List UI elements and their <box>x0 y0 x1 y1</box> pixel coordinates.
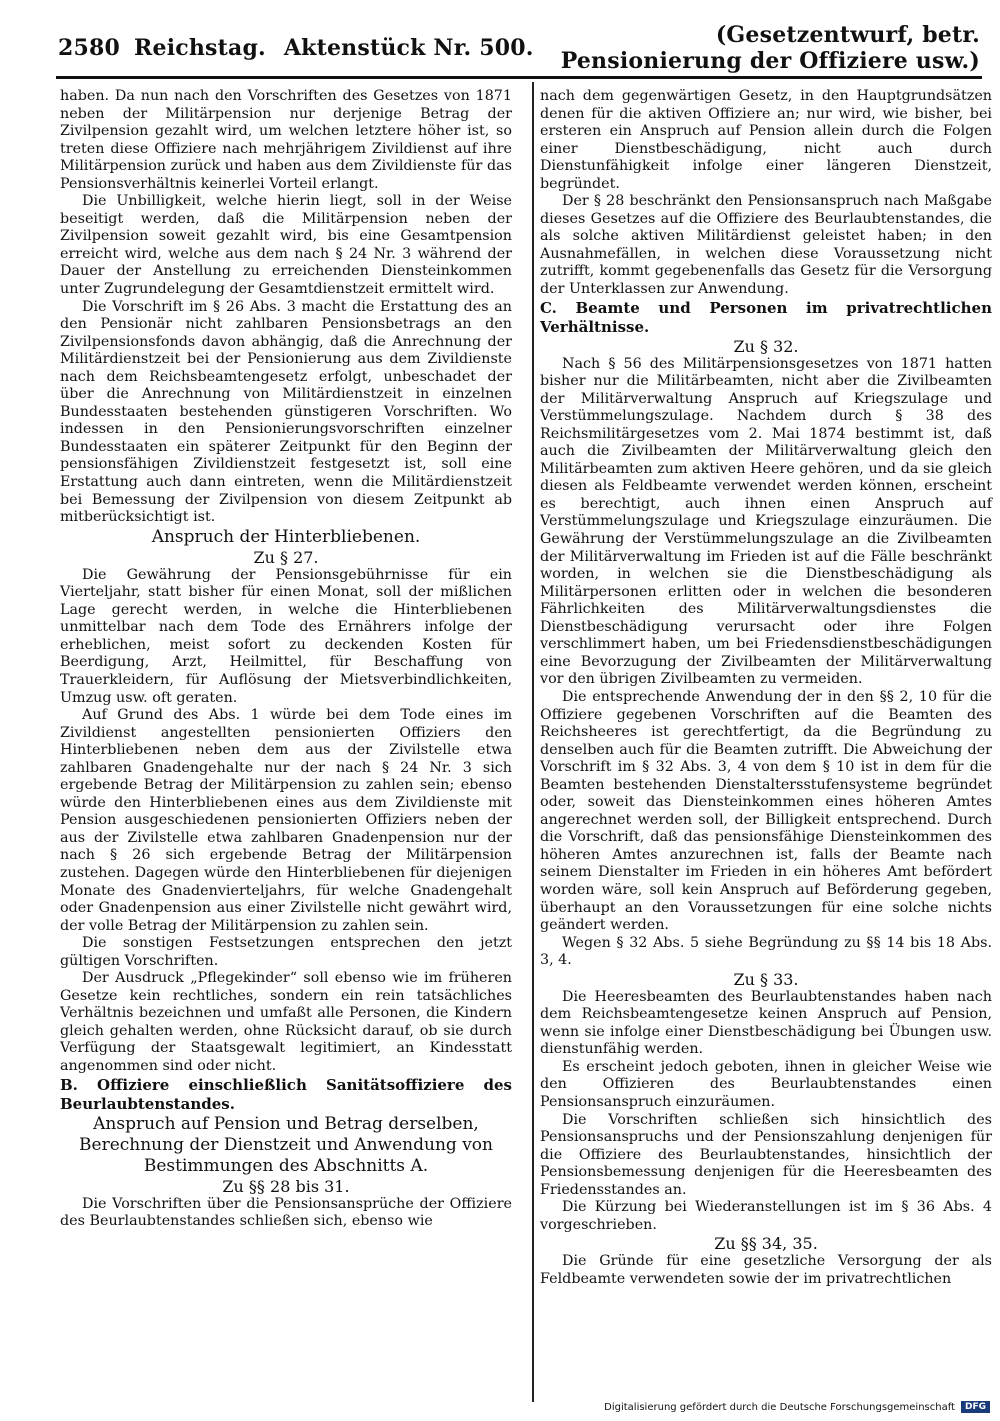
header-description: (Gesetzentwurf, betr. Pensionierung der Offiziere usw.) <box>560 22 980 74</box>
paragraph: Die Kürzung bei Wiederanstellungen ist im § 36 Abs. 4 vorgeschrieben. <box>540 1199 992 1233</box>
section-reference: Zu § 27. <box>253 547 319 567</box>
paragraph: Die Gründe für eine gesetzliche Versorgung der als Feldbeamte verwendeten sowie der im privatrechtlichen <box>540 1253 992 1287</box>
paragraph: Die Vorschriften über die Pensionsansprüche der Offiziere des Beurlaubtenstandes schließen sich, ebenso wie <box>60 1195 512 1230</box>
section-reference: Zu § 32. <box>733 336 799 356</box>
header-document-number: Aktenstück Nr. 500. <box>283 35 534 61</box>
column-divider <box>532 82 534 1402</box>
left-column <box>60 88 512 1231</box>
paragraph: Es erscheint jedoch geboten, ihnen in gleicher Weise wie den Offizieren des Beurlaubtenstandes einen Pensionsanspruch einzuräumen. <box>540 1058 992 1110</box>
section-heading: B. Offiziere einschließlich Sanitätsoffiziere des Beurlaubtenstandes. <box>60 1075 512 1113</box>
footer-text: Digitalisierung gefördert durch die Deutsche Forschungsgemeinschaft <box>604 1401 955 1413</box>
paragraph: haben. Da nun nach den Vorschriften des Gesetzes von 1871 neben der Militärpension nur derjenige Betrag der Zivilpension gezahlt wird, um welchen letztere höher ist, so treten diese Offiziere nach mehrjährigem Zivildienst auf ihre Militärpension zurück und haben aus dem Zivildienste für das Pensionsverhältnis keinerlei Vorteil erlangt. <box>60 88 512 192</box>
section-reference: Zu §§ 28 bis 31. <box>222 1176 350 1196</box>
section-reference: Zu §§ 34, 35. <box>714 1234 818 1254</box>
paragraph: Wegen § 32 Abs. 5 siehe Begründung zu §§ 14 bis 18 Abs. 3, 4. <box>540 934 992 969</box>
paragraph: Die sonstigen Festsetzungen entsprechen den jetzt gültigen Vorschriften. <box>60 935 512 969</box>
paragraph: Der § 28 beschränkt den Pensionsanspruch nach Maßgabe dieses Gesetzes auf die Offiziere des Beurlaubtenstandes, die als solche aktiven Militärdienst geleistet haben; in den Ausnahmefällen, in welchen diese Voraussetzung nicht zutrifft, kommt gegebenenfalls das Gesetz für die Versorgung der Unterklassen zur Anwendung. <box>540 193 992 298</box>
dfg-logo: DFG <box>961 1401 990 1413</box>
paragraph: Auf Grund des Abs. 1 würde bei dem Tode eines im Zivildienst angestellten pensionierten Offiziers den Hinterbliebenen neben dem aus der Zivilstelle etwa zahlbaren Gnadengehalte nur der nach § 24 Nr. 3 sich ergebende Betrag der Militärpension zu zahlen sein; ebenso würde den Hinterbliebenen eines aus dem Zivildienste mit Pension ausgeschiedenen pensionierten Offiziers neben der aus der Zivilstelle etwa zahlbaren Gnadenpension nur der nach § 26 sich ergebende Betrag der Militärpension zustehen. Dagegen würde den Hinterbliebenen für diejenigen Monate des Gnadenvierteljahrs, für welche Gnadengehalt oder Gnadenpension aus einer Zivilstelle nicht gewährt wird, der volle Betrag der Militärpension zu zahlen sein. <box>60 707 512 934</box>
page-number: 2580 <box>58 35 121 61</box>
subheading: Anspruch auf Pension und Betrag derselben, Berechnung der Dienstzeit und Anwendung von Bestimmungen des Abschnitts A. <box>79 1113 493 1176</box>
paragraph: Die entsprechende Anwendung der in den §§ 2, 10 für die Offiziere gegebenen Vorschriften auf die Beamten des Reichsheeres ist gerechtfertigt, da die Begründung zu denselben auch für die Beamten zutrifft. Die Abweichung der Vorschrift im § 32 Abs. 3, 4 von dem § 10 ist in dem für die Beamten bestehenden Dienstaltersstufensysteme begründet oder, soweit das Diensteinkommen eines höheren Amtes angerechnet werden soll, der Billigkeit entsprechend. Durch die Vorschrift, daß das pensionsfähige Diensteinkommen des höheren Amtes anzurechnen ist, falls der Beamte nach seinem Dienstalter im Frieden in ein höheres Amt befördert worden wäre, soll kein Anspruch auf Beförderung gegeben, überhaupt an den Voraussetzungen für eine solche nichts geändert werden. <box>540 688 992 934</box>
paragraph: Die Heeresbeamten des Beurlaubtenstandes haben nach dem Reichsbeamtengesetze keinen Anspruch auf Pension, wenn sie infolge einer Dienstbeschädigung bei Übungen usw. dienstunfähig werden. <box>540 988 992 1058</box>
header-rule <box>56 76 982 79</box>
paragraph: Die Vorschriften schließen sich hinsichtlich des Pensionsanspruchs und der Pensionszahlung denjenigen für die Offiziere des Beurlaubtenstandes, hinsichtlich der Pensionsbemessung denjenigen für die Heeresbeamten des Friedensstandes an. <box>540 1111 992 1198</box>
header-section: Reichstag. <box>134 35 266 61</box>
paragraph: Die Vorschrift im § 26 Abs. 3 macht die Erstattung des an den Pensionär nicht zahlbaren Pensionsbetrags an den Zivilpensionsfonds davon abhängig, daß die Anrechnung der Militärdienstzeit bei der Pensionierung aus dem Zivildienste nach dem Reichsbeamtengesetz erfolgt, unbeschadet der über die Anrechnung von Militärdienstzeit in einzelnen Bundesstaaten bestehenden günstigeren Vorschriften. Wo indessen in den Pensionierungsvorschriften einzelner Bundesstaaten ein späterer Zeitpunkt für den Beginn der pensionsfähigen Zivildienstzeit festgesetzt ist, soll eine Erstattung auch dann eintreten, wenn die Militärdienstzeit bei Bemessung der Zivilpension von diesem Zeitpunkt ab mitberücksichtigt ist. <box>60 298 512 526</box>
paragraph: Die Unbilligkeit, welche hierin liegt, soll in der Weise beseitigt werden, daß die Militärpension neben der Zivilpension soweit gezahlt wird, bis eine Gesamtpension erreicht wird, welche aus dem nach § 24 Nr. 3 während der Dauer der Anstellung zu erreichenden Diensteinkommen unter Zugrundelegung der Gesamtdienstzeit ermittelt wird. <box>60 193 512 298</box>
paragraph: Der Ausdruck „Pflegekinder“ soll ebenso wie im früheren Gesetze kein rechtliches, sondern ein rein tatsächliches Verhältnis bezeichnen und umfaßt alle Personen, die Kindern gleich gehalten werden, ohne Rücksicht darauf, ob sie durch Verfügung der Staatsgewalt legitimiert, an Kindesstatt angenommen sind oder nicht. <box>60 970 512 1074</box>
subheading: Anspruch der Hinterbliebenen. <box>151 526 421 547</box>
paragraph: Nach § 56 des Militärpensionsgesetzes von 1871 hatten bisher nur die Militärbeamten, nicht aber die Zivilbeamten der Militärverwaltung Anspruch auf Kriegszulage und Verstümmelungszulage. Nachdem durch § 38 des Reichsmilitärgesetzes vom 2. Mai 1874 bestimmt ist, daß auch die Zivilbeamten der Militärverwaltung gleich den Militärbeamten zum aktiven Heere gehören, und da sie gleich diesen als Feldbeamte verwendet werden können, erscheint es berechtigt, auch ihnen einen Anspruch auf Verstümmelungszulage und Kriegszulage einzuräumen. Die Gewährung der Verstümmelungszulage an die Zivilbeamten der Militärverwaltung im Frieden ist auf die Fälle beschränkt worden, in welchen sie die Dienstbeschädigung als Militärpersonen erlitten oder in welchen die besonderen Fährlichkeiten des Militärverwaltungsdienstes die Dienstbeschädigung verursacht oder ihre Folgen verschlimmert haben, um bei Friedensdienstbeschädigungen eine Bevorzugung der Zivilbeamten der Militärverwaltung vor den übrigen Zivilbeamten zu vermeiden. <box>540 355 992 688</box>
right-column <box>540 88 992 1288</box>
section-heading: C. Beamte und Personen im privatrechtlichen Verhältnisse. <box>540 298 992 336</box>
page-header <box>58 22 980 74</box>
paragraph: nach dem gegenwärtigen Gesetz, in den Hauptgrundsätzen denen für die aktiven Offiziere an; nur wird, wie bisher, bei ersteren ein Anspruch auf Pension allein durch die Folgen einer Dienstbeschädigung, nicht auch durch Dienstunfähigkeit infolge einer längeren Dienstzeit, begründet. <box>540 88 992 192</box>
paragraph: Die Gewährung der Pensionsgebührnisse für ein Vierteljahr, statt bisher für einen Monat, soll der mißlichen Lage gerecht werden, in welche die Hinterbliebenen unmittelbar nach dem Tode des Ernährers infolge der erheblichen, meist sofort zu deckenden Kosten für Beerdigung, Arzt, Heilmittel, für Beschaffung von Trauerkleidern, für Auflösung der Mietsverbindlichkeiten, Umzug usw. oft geraten. <box>60 566 512 706</box>
digitization-footer <box>604 1401 990 1413</box>
section-reference: Zu § 33. <box>733 969 799 989</box>
